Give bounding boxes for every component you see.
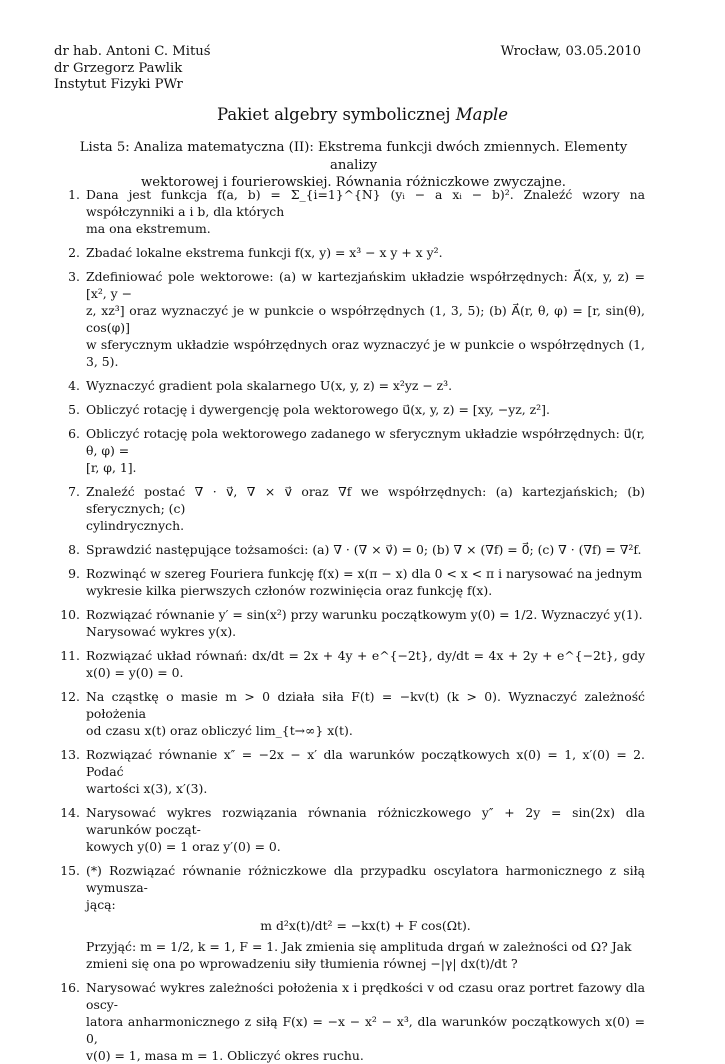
exercise-text-line: Na cząstkę o masie m > 0 działa siła F(t) = −kv(t) (k > 0). Wyznaczyć zależność położenia xyxy=(86,689,645,721)
item-spacer xyxy=(62,534,645,541)
exercise-number: 16. xyxy=(60,980,80,995)
exercise-item xyxy=(62,244,645,261)
exercise-item xyxy=(62,541,645,558)
exercise-text-line: cylindrycznych. xyxy=(86,518,185,533)
subtitle-line: wektorowej i fourierowskiej. Równania różniczkowe zwyczajne. xyxy=(141,175,566,190)
exercise-text-line: [r, φ, 1]. xyxy=(86,460,137,475)
item-spacer xyxy=(62,558,645,565)
exercise-text-line: Rozwiązać układ równań: dx/dt = 2x + 4y + e^{−2t}, dy/dt = 4x + 2y + e^{−2t}, gdy x(0) = y(0) = 0. xyxy=(86,648,645,680)
exercise-text-line: Obliczyć rotację i dywergencję pola wektorowego u⃗(x, y, z) = [xy, −yz, z²]. xyxy=(86,402,550,417)
exercise-text-line: wykresie kilka pierwszych członów rozwinięcia oraz funkcję f(x). xyxy=(86,583,493,598)
exercise-item xyxy=(62,688,645,739)
exercise-item xyxy=(62,483,645,534)
item-spacer xyxy=(62,972,645,979)
exercise-text-line: Wyznaczyć gradient pola skalarnego U(x, y, z) = x²yz − z³. xyxy=(86,378,453,393)
exercise-number: 15. xyxy=(60,863,80,878)
exercise-text-line: Narysować wykres y(x). xyxy=(86,624,237,639)
author-block xyxy=(54,44,211,94)
place-date: Wrocław, 03.05.2010 xyxy=(500,44,641,59)
exercise-text-line: Sprawdzić następujące tożsamości: (a) ∇ · (∇ × v⃗) = 0; (b) ∇ × (∇f) = 0⃗; (c) ∇ · (∇f) = ∇²f. xyxy=(86,542,642,557)
exercise-number: 5. xyxy=(68,402,80,417)
exercise-item xyxy=(62,979,645,1064)
exercise-text-line: Znaleźć postać ∇ · v⃗, ∇ × v⃗ oraz ∇f we współrzędnych: (a) kartezjańskich; (b) sferycznych; (c) xyxy=(86,484,645,516)
exercise-item xyxy=(62,186,645,237)
exercise-text-line: Narysować wykres zależności położenia x i prędkości v od czasu oraz portret fazowy dla oscy- xyxy=(86,980,645,1012)
exercise-text-line: zmieni się ona po wprowadzeniu siły tłumienia równej −|γ| dx(t)/dt ? xyxy=(86,956,518,971)
exercise-text-line: (*) Rozwiązać równanie różniczkowe dla przypadku oscylatora harmonicznego z siłą wymusza- xyxy=(86,863,645,895)
title-emph: Maple xyxy=(455,105,509,124)
exercise-text-line: kowych y(0) = 1 oraz y′(0) = 0. xyxy=(86,839,281,854)
item-spacer xyxy=(62,237,645,244)
item-spacer xyxy=(62,476,645,483)
exercise-number: 3. xyxy=(68,269,80,284)
exercise-text-line: Rozwiązać równanie x″ = −2x − x′ dla warunków początkowych x(0) = 1, x′(0) = 2. Podać xyxy=(86,747,645,779)
exercise-number: 9. xyxy=(68,566,80,581)
exercise-item xyxy=(62,606,645,640)
exercise-item xyxy=(62,268,645,370)
exercise-text-line: w sferycznym układzie współrzędnych oraz wyznaczyć je w punkcie o współrzędnych (1, 3, 5). xyxy=(86,337,645,369)
exercise-text-line: latora anharmonicznego z siłą F(x) = −x − x² − x³, dla warunków początkowych x(0) = 0, xyxy=(86,1014,645,1046)
exercise-item xyxy=(62,746,645,797)
exercise-text-line: Dana jest funkcja f(a, b) = Σ_{i=1}^{N} (yᵢ − a xᵢ − b)². Znaleźć wzory na współczynniki a i b, dla których xyxy=(86,187,645,219)
exercise-item xyxy=(62,401,645,418)
exercise-number: 4. xyxy=(68,378,80,393)
affiliation-line: Instytut Fizyki PWr xyxy=(54,77,183,92)
exercise-item xyxy=(62,647,645,681)
item-spacer xyxy=(62,370,645,377)
exercise-text-line: Rozwinąć w szereg Fouriera funkcję f(x) = x(π − x) dla 0 < x < π i narysować na jednym xyxy=(86,566,643,581)
exercise-number: 7. xyxy=(68,484,80,499)
subtitle-line: Lista 5: Analiza matematyczna (II): Ekstrema funkcji dwóch zmiennych. Elementy analizy xyxy=(79,140,628,173)
exercise-text-line: od czasu x(t) oraz obliczyć lim_{t→∞} x(t). xyxy=(86,723,353,738)
exercise-item xyxy=(62,377,645,394)
exercise-text-line: jącą: xyxy=(86,897,116,912)
exercise-number: 10. xyxy=(60,607,80,622)
exercise-list xyxy=(62,186,645,1064)
exercise-text-line: v(0) = 1, masa m = 1. Obliczyć okres ruchu. xyxy=(86,1048,364,1063)
exercise-text-line: Obliczyć rotację pola wektorowego zadanego w sferycznym układzie współrzędnych: u⃗(r, θ, φ) = xyxy=(86,426,645,458)
exercise-number: 11. xyxy=(60,648,80,663)
list-subtitle xyxy=(62,139,645,192)
item-spacer xyxy=(62,261,645,268)
exercise-text-line: wartości x(3), x′(3). xyxy=(86,781,208,796)
exercise-item xyxy=(62,565,645,599)
exercise-item xyxy=(62,425,645,476)
item-spacer xyxy=(62,797,645,804)
exercise-text-line: Zbadać lokalne ekstrema funkcji f(x, y) = x³ − x y + x y². xyxy=(86,245,443,260)
exercise-item xyxy=(62,862,645,972)
exercise-number: 8. xyxy=(68,542,80,557)
exercise-text-line: z, xz³] oraz wyznaczyć je w punkcie o współrzędnych (1, 3, 5); (b) A⃗(r, θ, φ) = [r, sin(θ), cos(φ)] xyxy=(86,303,645,335)
exercise-number: 14. xyxy=(60,805,80,820)
item-spacer xyxy=(62,394,645,401)
exercise-text-line: Zdefiniować pole wektorowe: (a) w kartezjańskim układzie współrzędnych: A⃗(x, y, z) = [x², y − xyxy=(86,269,645,301)
exercise-text-line: Narysować wykres rozwiązania równania różniczkowego y″ + 2y = sin(2x) dla warunków począt- xyxy=(86,805,645,837)
author-line: dr hab. Antoni C. Mituś xyxy=(54,44,211,59)
title-main: Pakiet algebry symbolicznej xyxy=(216,105,456,124)
item-spacer xyxy=(62,640,645,647)
author-line: dr Grzegorz Pawlik xyxy=(54,60,183,76)
display-equation: m d²x(t)/dt² = −kx(t) + F cos(Ωt). xyxy=(260,918,471,933)
exercise-number: 12. xyxy=(60,689,80,704)
exercise-text-line: ma ona ekstremum. xyxy=(86,221,211,236)
document-title xyxy=(0,105,725,124)
exercise-text-line: Przyjąć: m = 1/2, k = 1, F = 1. Jak zmienia się amplituda drgań w zależności od Ω? Jak xyxy=(86,939,632,954)
exercise-number: 1. xyxy=(68,187,80,202)
exercise-number: 2. xyxy=(68,245,80,260)
item-spacer xyxy=(62,681,645,688)
exercise-number: 13. xyxy=(60,747,80,762)
exercise-number: 6. xyxy=(68,426,80,441)
item-spacer xyxy=(62,418,645,425)
item-spacer xyxy=(62,855,645,862)
exercise-text-line: Rozwiązać równanie y′ = sin(x²) przy warunku początkowym y(0) = 1/2. Wyznaczyć y(1). xyxy=(86,607,643,622)
exercise-item xyxy=(62,804,645,855)
item-spacer xyxy=(62,599,645,606)
item-spacer xyxy=(62,739,645,746)
